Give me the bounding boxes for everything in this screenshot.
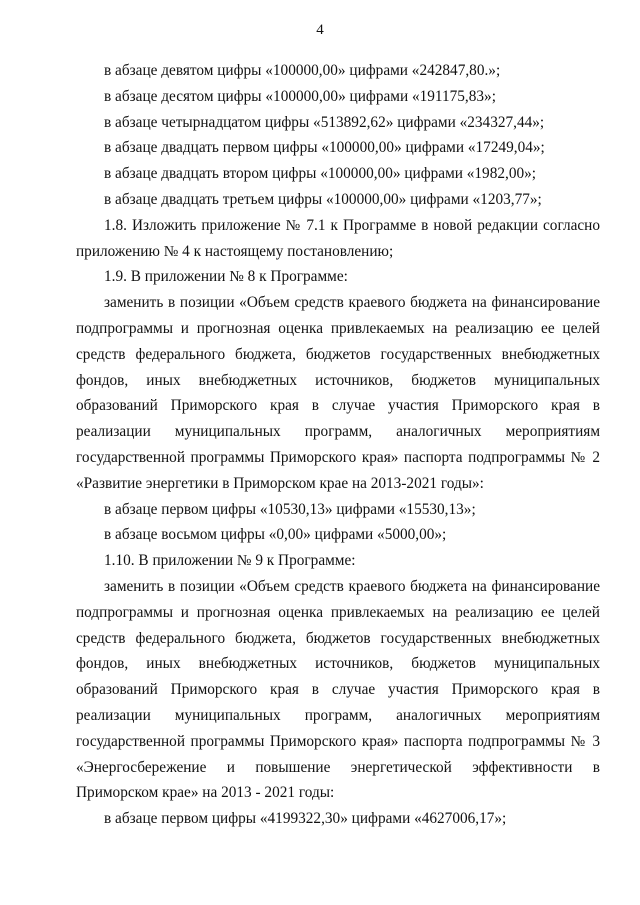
paragraph-1-10 — [76, 548, 600, 832]
paragraph-line: средств федерального бюджета, бюджетов государственных внебюджетных — [76, 629, 600, 647]
paragraph-line: 1.8. Изложить приложение № 7.1 к Программе в новой редакции согласно — [104, 216, 600, 234]
paragraph-line: государственной программы Приморского края» паспорта подпрограммы № 2 — [76, 448, 600, 466]
paragraph-line: реализации муниципальных программ, аналогичных мероприятиям — [76, 706, 600, 724]
amendment-item: в абзаце двадцать третьем цифры «100000,00» цифрами «1203,77»; — [104, 190, 542, 208]
paragraph-1-8 — [76, 213, 600, 265]
amendment-item: в абзаце девятом цифры «100000,00» цифрами «242847,80.»; — [104, 62, 501, 79]
document-body — [76, 58, 600, 832]
paragraph-line: приложению № 4 к настоящему постановлению; — [76, 242, 394, 260]
paragraph-line: подпрограммы и прогнозная оценка привлекаемых на реализацию ее целей — [76, 603, 600, 621]
amendment-item: в абзаце двадцать втором цифры «100000,00» цифрами «1982,00»; — [104, 165, 537, 183]
amendment-item: в абзаце четырнадцатом цифры «513892,62» цифрами «234327,44»; — [104, 113, 545, 131]
paragraph-line: «Энергосбережение и повышение энергетической эффективности в — [76, 758, 600, 776]
paragraph-line: заменить в позиции «Объем средств краевого бюджета на финансирование — [104, 294, 600, 312]
paragraph-line: «Развитие энергетики в Приморском крае на 2013-2021 годы»: — [76, 474, 484, 492]
paragraph-line: подпрограммы и прогнозная оценка привлекаемых на реализацию ее целей — [76, 319, 600, 337]
paragraph-heading: 1.9. В приложении № 8 к Программе: — [104, 268, 348, 286]
amendment-item: в абзаце десятом цифры «100000,00» цифрами «191175,83»; — [104, 87, 496, 105]
paragraph-line: фондов, иных внебюджетных источников, бюджетов муниципальных — [76, 371, 600, 389]
paragraph-1-9 — [76, 264, 600, 548]
amendment-item: в абзаце первом цифры «4199322,30» цифрами «4627006,17»; — [104, 810, 507, 828]
paragraph-line: фондов, иных внебюджетных источников, бюджетов муниципальных — [76, 655, 600, 673]
paragraph-line: заменить в позиции «Объем средств краевого бюджета на финансирование — [104, 577, 600, 595]
amendment-list — [76, 58, 600, 213]
paragraph-line: реализации муниципальных программ, аналогичных мероприятиям — [76, 423, 600, 441]
amendment-item: в абзаце восьмом цифры «0,00» цифрами «5000,00»; — [104, 526, 447, 544]
amendment-item: в абзаце первом цифры «10530,13» цифрами «15530,13»; — [104, 500, 476, 518]
paragraph-line: образований Приморского края в случае участия Приморского края в — [76, 397, 600, 415]
paragraph-line: средств федерального бюджета, бюджетов государственных внебюджетных — [76, 345, 600, 363]
paragraph-line: государственной программы Приморского края» паспорта подпрограммы № 3 — [76, 732, 600, 750]
paragraph-line: образований Приморского края в случае участия Приморского края в — [76, 681, 600, 699]
paragraph-heading: 1.10. В приложении № 9 к Программе: — [104, 552, 356, 570]
paragraph-line: Приморском крае» на 2013 - 2021 годы: — [76, 784, 335, 802]
amendment-item: в абзаце двадцать первом цифры «100000,00» цифрами «17249,04»; — [104, 139, 545, 157]
page-number: 4 — [316, 22, 324, 38]
